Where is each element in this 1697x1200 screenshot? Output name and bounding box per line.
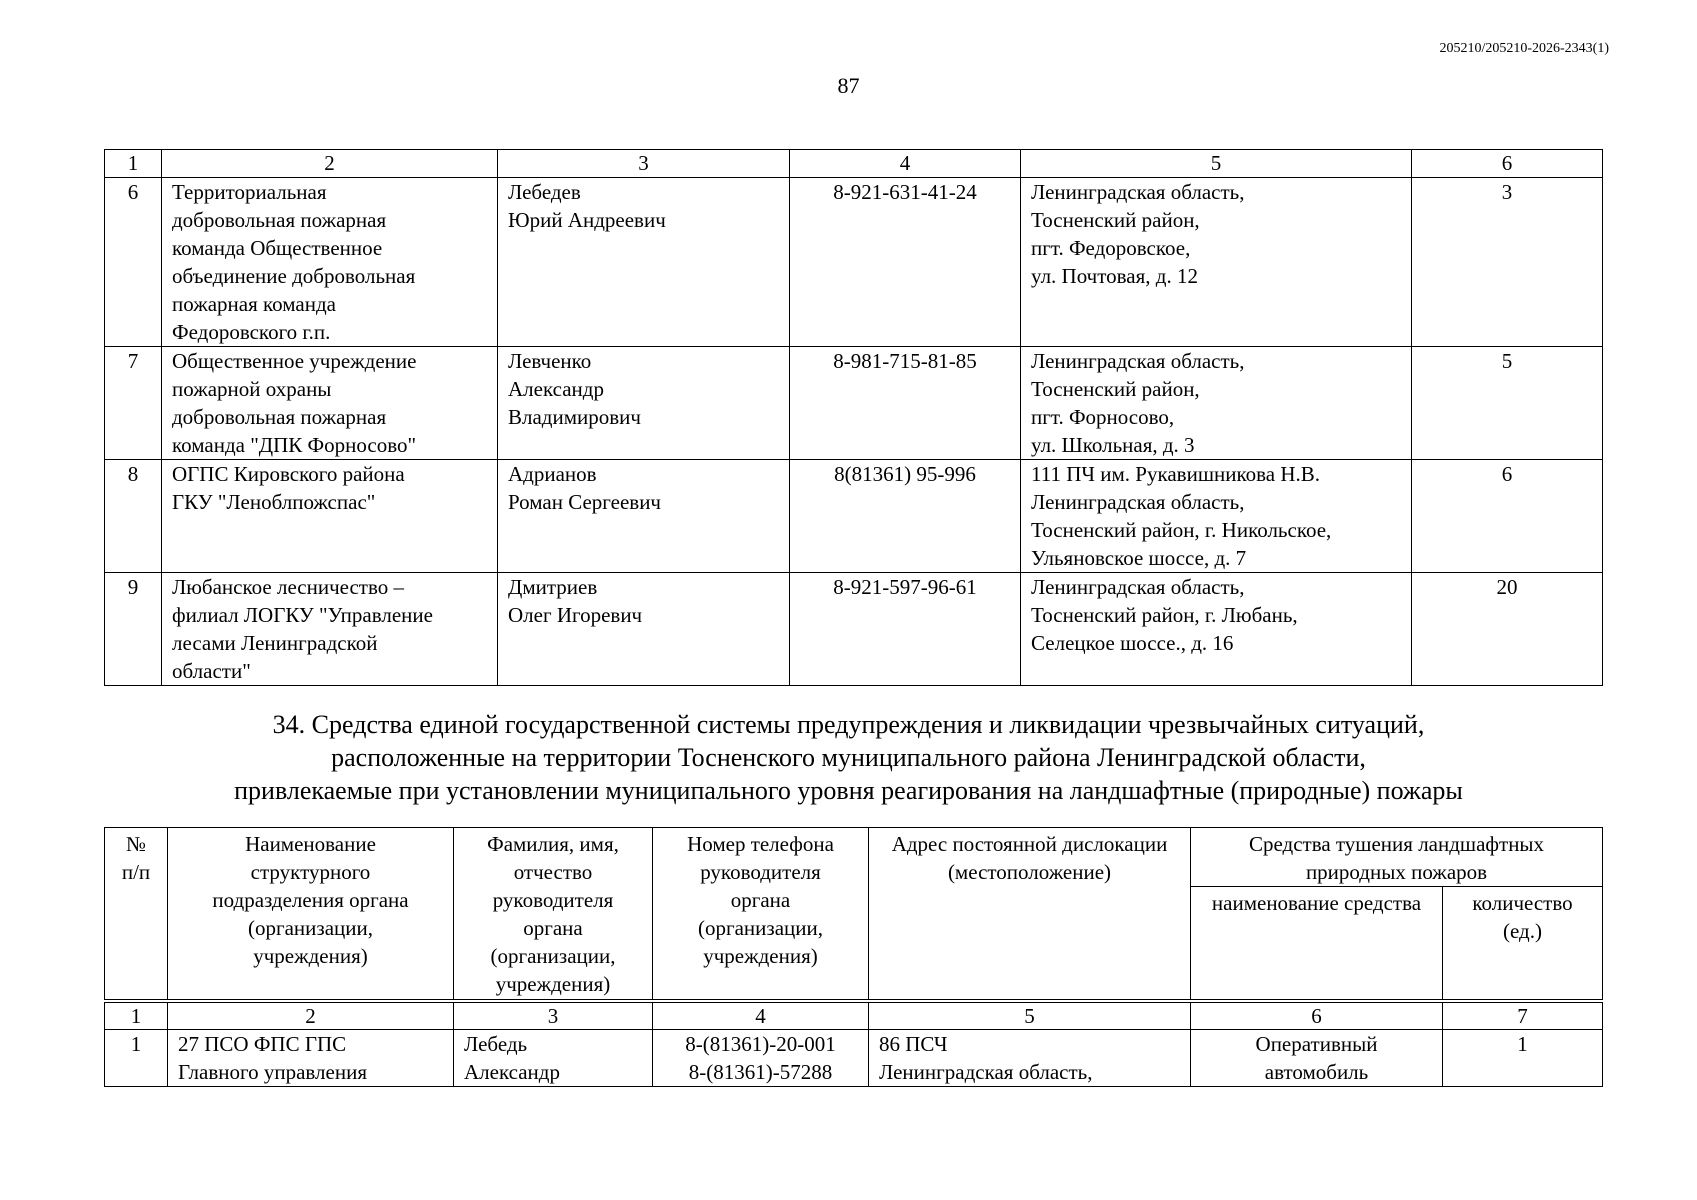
document-id: 205210/205210-2026-2343(1): [1439, 41, 1609, 56]
column-number: 4: [653, 1003, 869, 1030]
column-number: 3: [498, 150, 790, 178]
table-row: [105, 178, 1603, 347]
column-number: 1: [105, 1003, 168, 1030]
means-name: Оперативный автомобиль: [1191, 1030, 1443, 1087]
head-name: Адрианов Роман Сергеевич: [498, 460, 790, 573]
header-address: Адрес постоянной дислокации (местоположение): [869, 828, 1191, 1000]
table-row: [105, 460, 1603, 573]
header-number: № п/п: [105, 828, 168, 1000]
head-name: Лебедь Александр: [454, 1030, 653, 1087]
table-row: [105, 1030, 1603, 1087]
header-name: Наименование структурного подразделения органа (организации, учреждения): [168, 828, 454, 1000]
phone-number: 8-981-715-81-85: [790, 347, 1021, 460]
column-number: 6: [1191, 1003, 1443, 1030]
head-name: Лебедев Юрий Андреевич: [498, 178, 790, 347]
row-number: 1: [105, 1030, 168, 1087]
count: 6: [1412, 460, 1603, 573]
organization-name: Любанское лесничество – филиал ЛОГКУ "Управление лесами Ленинградской области": [162, 573, 498, 686]
header-means-name: наименование средства: [1191, 887, 1443, 1000]
row-number: 6: [105, 178, 162, 347]
column-number: 7: [1443, 1003, 1603, 1030]
forces-table-continued: [104, 149, 1603, 686]
row-number: 9: [105, 573, 162, 686]
organization-name: Общественное учреждение пожарной охраны добровольная пожарная команда "ДПК Форносово": [162, 347, 498, 460]
table-row: [105, 573, 1603, 686]
column-number: 3: [454, 1003, 653, 1030]
address: 111 ПЧ им. Рукавишникова Н.В. Ленинградская область, Тосненский район, г. Никольское, Ульяновское шоссе, д. 7: [1021, 460, 1412, 573]
phone-number: 8-921-631-41-24: [790, 178, 1021, 347]
organization-name: 27 ПСО ФПС ГПС Главного управления: [168, 1030, 454, 1087]
means-count: 1: [1443, 1030, 1603, 1087]
column-number-row: [105, 150, 1603, 178]
header-phone: Номер телефона руководителя органа (организации, учреждения): [653, 828, 869, 1000]
column-number: 6: [1412, 150, 1603, 178]
column-number: 2: [162, 150, 498, 178]
organization-name: Территориальная добровольная пожарная команда Общественное объединение добровольная пожарная команда Федоровского г.п.: [162, 178, 498, 347]
head-name: Дмитриев Олег Игоревич: [498, 573, 790, 686]
address: Ленинградская область, Тосненский район, пгт. Форносово, ул. Школьная, д. 3: [1021, 347, 1412, 460]
row-number: 8: [105, 460, 162, 573]
table-header-row: [105, 828, 1603, 887]
address: 86 ПСЧ Ленинградская область,: [869, 1030, 1191, 1087]
address: Ленинградская область, Тосненский район, пгт. Федоровское, ул. Почтовая, д. 12: [1021, 178, 1412, 347]
section-title: 34. Средства единой государственной системы предупреждения и ликвидации чрезвычайных ситуаций, расположенные на территории Тосненского муниципального района Ленинградской области, привлекаемые при установлении муниципального уровня реагирования на ландшафтные (природные) пожары: [234, 710, 1463, 805]
table-row: [105, 347, 1603, 460]
phone-number: 8(81361) 95-996: [790, 460, 1021, 573]
count: 5: [1412, 347, 1603, 460]
column-number: 1: [105, 150, 162, 178]
count: 3: [1412, 178, 1603, 347]
phone-number: 8-921-597-96-61: [790, 573, 1021, 686]
column-number: 4: [790, 150, 1021, 178]
emergency-means-table: [104, 827, 1603, 1087]
column-number: 5: [1021, 150, 1412, 178]
header-head: Фамилия, имя, отчество руководителя органа (организации, учреждения): [454, 828, 653, 1000]
column-number-row: [105, 1003, 1603, 1030]
header-means: Средства тушения ландшафтных природных пожаров: [1191, 828, 1603, 887]
address: Ленинградская область, Тосненский район, г. Любань, Селецкое шоссе., д. 16: [1021, 573, 1412, 686]
head-name: Левченко Александр Владимирович: [498, 347, 790, 460]
count: 20: [1412, 573, 1603, 686]
organization-name: ОГПС Кировского района ГКУ "Леноблпожспас": [162, 460, 498, 573]
column-number: 5: [869, 1003, 1191, 1030]
row-number: 7: [105, 347, 162, 460]
page-number: 87: [837, 73, 860, 98]
phone-number: 8-(81361)-20-001 8-(81361)-57288: [653, 1030, 869, 1087]
header-means-count: количество (ед.): [1443, 887, 1603, 1000]
column-number: 2: [168, 1003, 454, 1030]
